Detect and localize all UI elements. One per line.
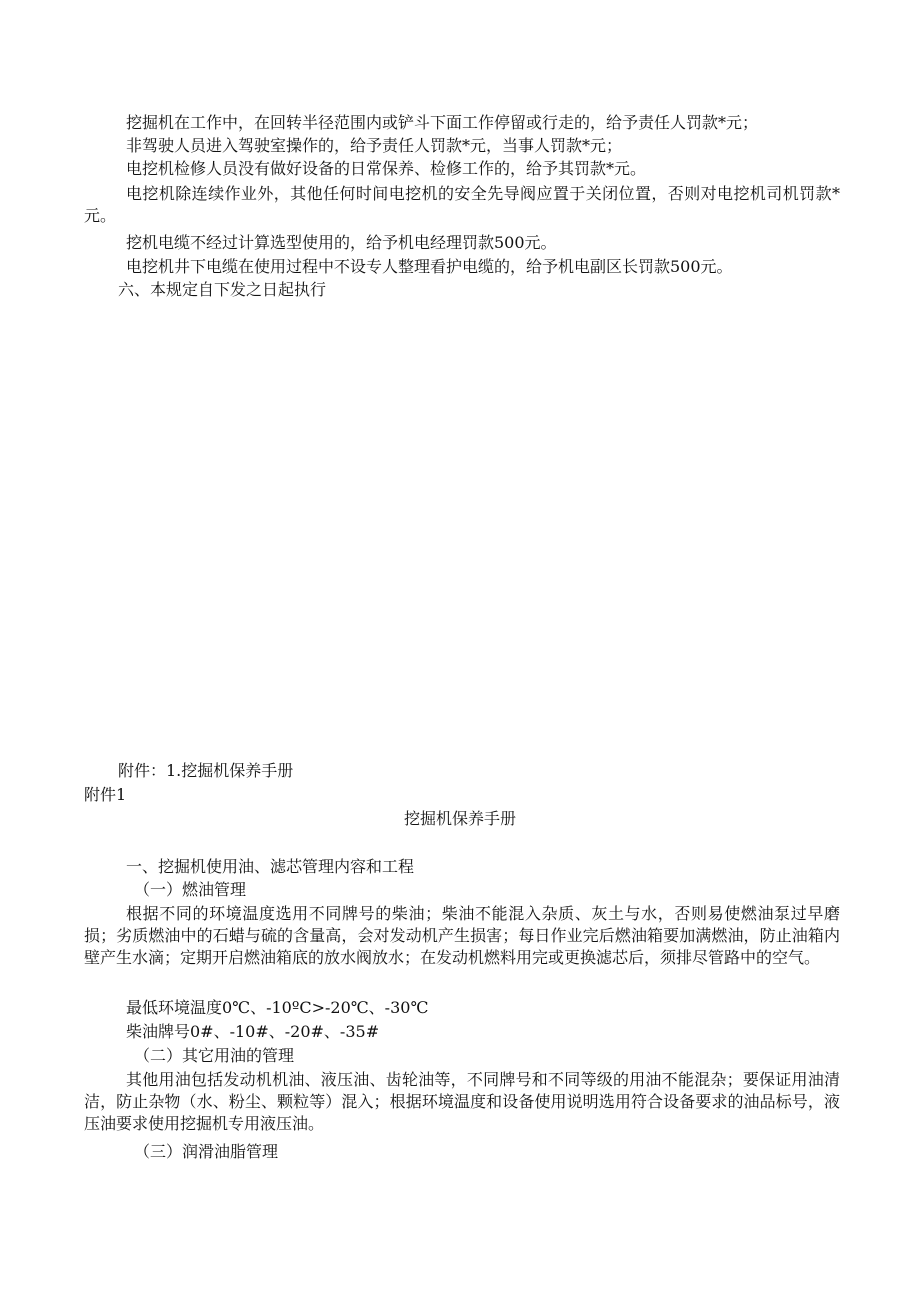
rule-line-2: 非驾驶人员进入驾驶室操作的，给予责任人罚款*元，当事人罚款*元； <box>126 136 623 155</box>
diesel-grade-line: 柴油牌号0#、-10#、-20#、-35# <box>126 1022 380 1041</box>
attachment-label: 附件1 <box>84 785 127 804</box>
section-six: 六、本规定自下发之日起执行 <box>118 280 327 299</box>
subsection-fuel-heading: （一）燃油管理 <box>134 880 247 899</box>
rule-line-4: 电挖机除连续作业外，其他任何时间电挖机的安全先导阀应置于关闭位置，否则对电挖机司机罚款*元。 <box>84 184 840 225</box>
rule-line-3: 电挖机检修人员没有做好设备的日常保养、检修工作的，给予其罚款*元。 <box>126 159 647 178</box>
rule-line-5: 挖机电缆不经过计算选型使用的，给予机电经理罚款500元。 <box>126 233 557 252</box>
subsection-grease-heading: （三）润滑油脂管理 <box>134 1142 279 1161</box>
attachment-list-line: 附件：1.挖掘机保养手册 <box>118 761 294 780</box>
section-1-heading: 一、挖掘机使用油、滤芯管理内容和工程 <box>126 857 415 876</box>
fuel-management-paragraph: 根据不同的环境温度选用不同牌号的柴油；柴油不能混入杂质、灰土与水，否则易使燃油泵过早磨损；劣质燃油中的石蜡与硫的含量高，会对发动机产生损害；每日作业完后燃油箱要加满燃油，防止油箱内壁产生水滴；定期开启燃油箱底的放水阀放水；在发动机燃料用完或更换滤芯后，须排尽管路中的空气。 <box>84 904 840 967</box>
document-title: 挖掘机保养手册 <box>403 809 516 828</box>
subsection-other-oil-heading: （二）其它用油的管理 <box>134 1046 295 1065</box>
min-temperature-line: 最低环境温度0℃、-10ºC>-20℃、-30℃ <box>126 998 429 1017</box>
rule-line-6: 电挖机井下电缆在使用过程中不设专人整理看护电缆的，给予机电副区长罚款500元。 <box>126 257 733 276</box>
other-oil-paragraph: 其他用油包括发动机机油、液压油、齿轮油等，不同牌号和不同等级的用油不能混杂；要保证用油清洁，防止杂物（水、粉尘、颗粒等）混入；根据环境温度和设备使用说明选用符合设备要求的油品标号，液压油要求使用挖掘机专用液压油。 <box>84 1070 840 1133</box>
rule-line-1: 挖掘机在工作中，在回转半径范围内或铲斗下面工作停留或行走的，给予责任人罚款*元； <box>126 113 759 132</box>
